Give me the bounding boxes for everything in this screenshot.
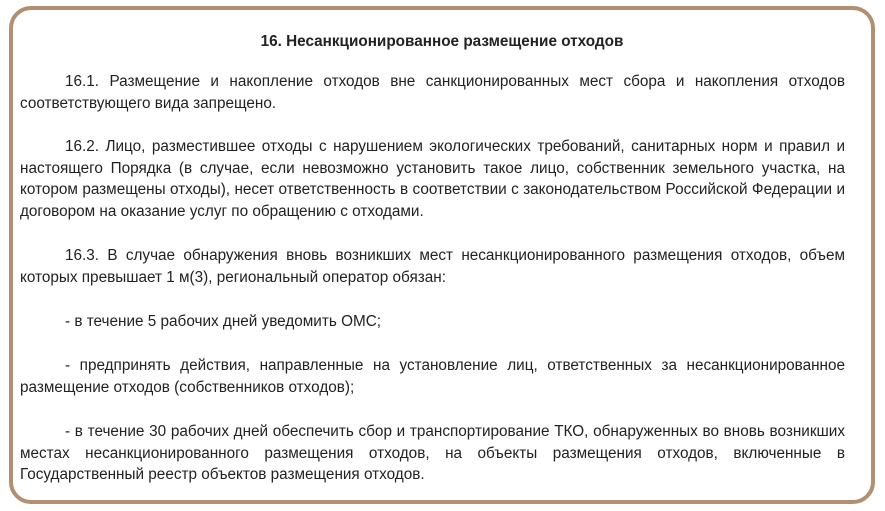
paragraph-16-2: 16.2. Лицо, разместившее отходы с нарушением экологических требований, санитарных норм и правил и настоящего Порядка (в случае, если невозможно установить такое лицо, собственник земельного участка, на котором размещены отходы), несет ответственность в соответствии с законодательством Российской Федерации и договором на оказание услуг по обращению с отходами.: [20, 138, 845, 220]
section-title: 16. Несанкционированное размещение отходов: [260, 33, 624, 50]
list-item-collect: - в течение 30 рабочих дней обеспечить сбор и транспортирование ТКО, обнаруженных во вновь возникших местах несанкционированного размещения отходов, на объекты размещения отходов, включенные в Государственный реестр объектов размещения отходов.: [20, 423, 845, 483]
document-content: [13, 10, 871, 500]
list-item-identify: - предпринять действия, направленные на установление лиц, ответственных за несанкционированное размещение отходов (собственников отходов);: [20, 357, 845, 396]
paragraph-16-1: 16.1. Размещение и накопление отходов вне санкционированных мест сбора и накопления отходов соответствующего вида запрещено.: [20, 73, 845, 112]
paragraph-16-3: 16.3. В случае обнаружения вновь возникших мест несанкционированного размещения отходов, объем которых превышает 1 м(3), региональный оператор обязан:: [20, 247, 845, 286]
list-item-notify: - в течение 5 рабочих дней уведомить ОМС;: [65, 313, 382, 330]
document-frame: [9, 6, 875, 504]
